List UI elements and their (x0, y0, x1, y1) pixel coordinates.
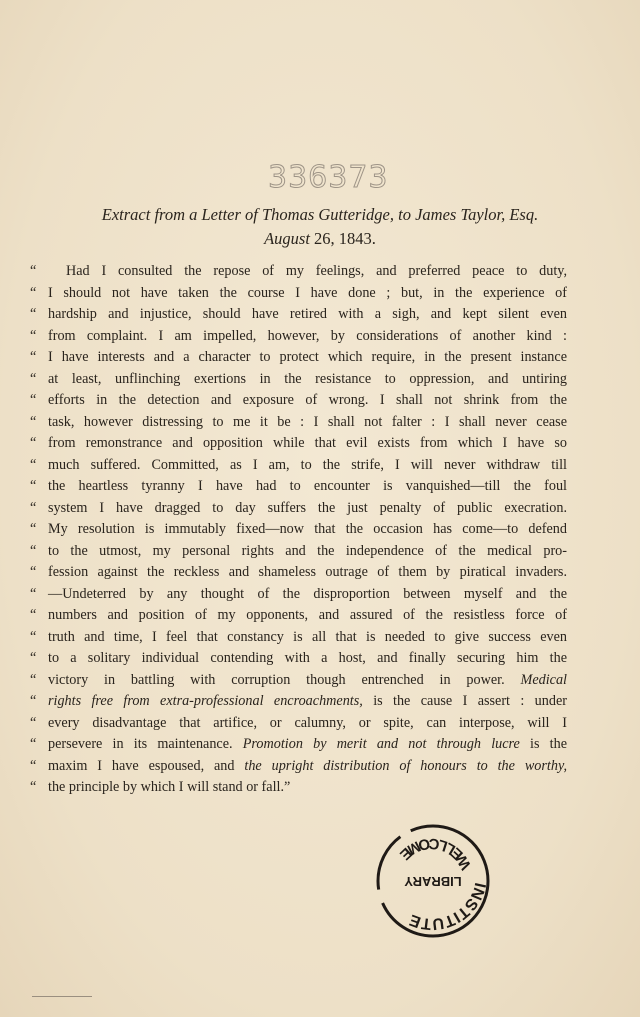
quote-mark: “ (30, 757, 37, 774)
quote-mark: “ (30, 736, 37, 752)
letter-line (30, 734, 570, 756)
letter-line (30, 519, 570, 541)
letter-line (30, 713, 570, 735)
italic-phrase: Promotion by merit and not through lucre (242, 736, 520, 752)
letter-line (30, 691, 570, 713)
line-text (48, 304, 567, 326)
letter-line (30, 283, 570, 305)
quote-mark: “ (30, 521, 37, 537)
quote-mark: “ (30, 671, 37, 688)
quote-mark: “ (30, 714, 37, 731)
line-text (48, 605, 567, 627)
quote-mark: “ (30, 607, 37, 623)
document-title (30, 203, 610, 251)
library-stamp (372, 822, 494, 940)
plain-text: —Undeterred by any thought of the disproportion between myself and the (48, 585, 567, 602)
page-foot-mark (32, 992, 92, 997)
plain-text: to the utmost, my personal rights and the independence of the medical pro- (48, 542, 567, 559)
plain-text: is the cause I assert : under (373, 693, 567, 709)
line-text (48, 433, 567, 455)
letter-line (30, 605, 570, 627)
line-text (48, 283, 567, 305)
plain-text: from remonstrance and opposition while that evil exists from which I have so (48, 435, 567, 451)
italic-phrase: the upright distribution of honours to the worthy, (244, 757, 568, 774)
stamp-center-text: LIBRARY (404, 874, 462, 889)
plain-text: truth and time, I feel that constancy is all that is needed to give success even (48, 628, 567, 645)
line-text (48, 562, 567, 584)
title-date (30, 227, 610, 251)
letter-line (30, 304, 570, 326)
line-text (48, 390, 567, 412)
quote-mark: “ (30, 564, 37, 580)
letter-line (30, 476, 570, 498)
line-text (48, 584, 567, 606)
line-text (66, 261, 567, 283)
letter-line (30, 648, 570, 670)
plain-text: I have interests and a character to protect which require, in the present instance (48, 349, 567, 365)
line-text (48, 627, 567, 649)
letter-body (30, 261, 570, 799)
line-text (48, 369, 567, 391)
plain-text: the principle by which I will stand or fall.” (48, 779, 291, 795)
title-date-month: August (264, 229, 315, 248)
quote-mark: “ (30, 499, 37, 516)
line-text (48, 777, 567, 799)
stamp-top-text: INSTITUTE (407, 881, 489, 933)
quote-mark: “ (30, 542, 37, 559)
plain-text: numbers and position of my opponents, and assured of the resistless force of (48, 607, 567, 623)
letter-line (30, 562, 570, 584)
plain-text: efforts in the detection and exposure of wrong. I shall not shrink from the (48, 392, 567, 408)
plain-text: to a solitary individual contending with a host, and finally securing him the (48, 650, 567, 666)
quote-mark: “ (30, 478, 37, 494)
line-text (48, 734, 567, 756)
line-text (48, 648, 567, 670)
line-text (48, 670, 567, 692)
stamp-bottom-text: WELLCOME (396, 834, 475, 873)
letter-line (30, 584, 570, 606)
italic-phrase: Medical (520, 671, 567, 688)
letter-line (30, 455, 570, 477)
plain-text: My resolution is immutably fixed—now that the occasion has come—to defend (48, 521, 567, 537)
quote-mark: “ (30, 349, 37, 365)
line-text (48, 326, 567, 348)
quote-mark: “ (30, 284, 37, 301)
letter-line (30, 498, 570, 520)
plain-text: every disadvantage that artifice, or calumny, or spite, can interpose, will I (48, 714, 567, 731)
quote-mark: “ (30, 456, 37, 473)
line-text (48, 412, 567, 434)
line-text (48, 455, 567, 477)
quote-mark: “ (30, 413, 37, 430)
accession-number: 336373 (268, 160, 389, 195)
plain-text: task, however distressing to me it be : I shall not falter : I shall never cease (48, 413, 567, 430)
quote-mark: “ (30, 370, 37, 387)
letter-line (30, 326, 570, 348)
letter-line (30, 412, 570, 434)
plain-text: is the (530, 736, 567, 752)
line-text (48, 691, 567, 713)
plain-text: at least, unflinching exertions in the resistance to oppression, and untiring (48, 370, 567, 387)
quote-mark: “ (30, 263, 37, 279)
line-text (48, 476, 567, 498)
quote-mark: “ (30, 435, 37, 451)
plain-text: maxim I have espoused, and (48, 757, 235, 774)
plain-text: from complaint. I am impelled, however, by considerations of another kind : (48, 327, 567, 344)
letter-line (30, 369, 570, 391)
quote-mark: “ (30, 779, 37, 795)
title-line: Extract from a Letter of Thomas Gutteridge, to James Taylor, Esq. (101, 205, 539, 224)
quote-mark: “ (30, 628, 37, 645)
quote-mark: “ (30, 392, 37, 408)
letter-line (30, 627, 570, 649)
letter-line (30, 433, 570, 455)
plain-text: Had I consulted the repose of my feelings, and preferred peace to duty, (66, 263, 567, 279)
line-text (48, 756, 567, 778)
plain-text: the heartless tyranny I have had to encounter is vanquished—till the foul (48, 478, 567, 494)
line-text (48, 713, 567, 735)
letter-line (30, 541, 570, 563)
italic-phrase: rights free from extra-professional encroachments, (48, 693, 363, 709)
letter-line (30, 390, 570, 412)
letter-line (30, 261, 570, 283)
plain-text: much suffered. Committed, as I am, to the strife, I will never withdraw till (48, 456, 567, 473)
letter-line (30, 756, 570, 778)
line-text (48, 541, 567, 563)
plain-text: system I have dragged to day suffers the just penalty of public execration. (48, 499, 567, 516)
plain-text: persevere in its maintenance. (48, 736, 233, 752)
letter-line (30, 670, 570, 692)
quote-mark: “ (30, 585, 37, 602)
plain-text: fession against the reckless and shameless outrage of them by piratical invaders. (48, 564, 567, 580)
plain-text: victory in battling with corruption though entrenched in power. (48, 671, 505, 688)
line-text (48, 347, 567, 369)
quote-mark: “ (30, 306, 37, 322)
letter-line (30, 777, 570, 799)
plain-text: I should not have taken the course I have done ; but, in the experience of (48, 284, 567, 301)
quote-mark: “ (30, 327, 37, 344)
line-text (48, 519, 567, 541)
quote-mark: “ (30, 693, 37, 709)
line-text (48, 498, 567, 520)
title-date-day-year: 26, 1843. (314, 229, 376, 248)
svg-text:WELLCOME (396, 835, 475, 873)
letter-line (30, 347, 570, 369)
plain-text: hardship and injustice, should have retired with a sigh, and kept silent even (48, 306, 567, 322)
quote-mark: “ (30, 650, 37, 666)
